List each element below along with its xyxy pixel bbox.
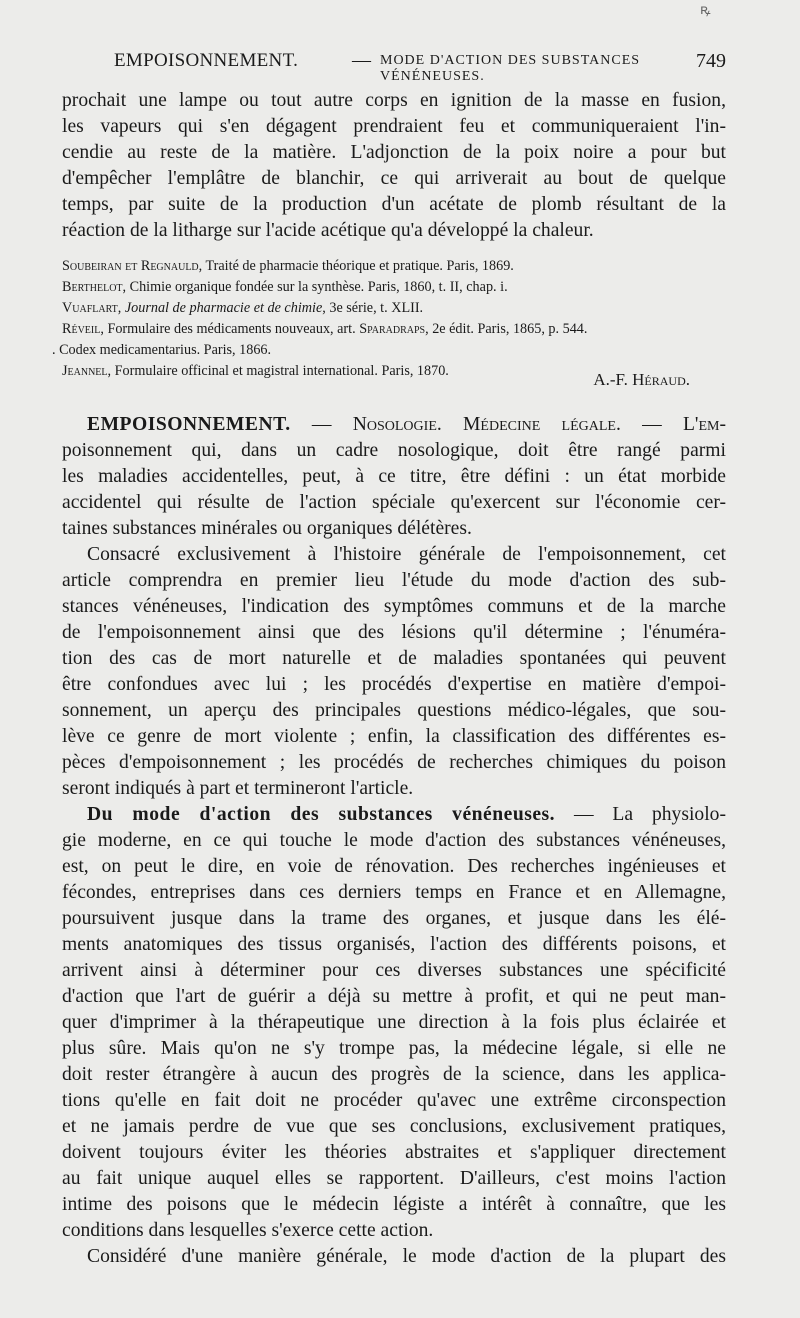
header-section: MODE D'ACTION DES SUBSTANCES VÉNÉNEUSES. (380, 53, 641, 84)
text-line: Considéré d'une manière générale, le mode d'action de la plupart des (87, 1246, 726, 1267)
author-signature: A.-F. Héraud. (593, 370, 690, 389)
text-line: les maladies accidentelles, peut, à ce titre, être défini : un état morbide (62, 466, 726, 487)
text-line: taines substances minérales ou organiques délétères. (62, 518, 472, 539)
text-line: doit rester étrangère à aucun des progrès de la science, dans les applica- (62, 1064, 726, 1085)
text-line: Consacré exclusivement à l'histoire générale de l'empoisonnement, cet (87, 544, 726, 565)
reference-author: Berthelot (62, 279, 123, 295)
stray-ink-mark: ꝶ (700, 3, 711, 18)
header-dash: — (352, 50, 371, 71)
text-line: ments anatomiques des tissus organisés, l'action des différents poisons, et (62, 934, 726, 955)
text-line: les vapeurs qui s'en dégagent prendraient feu et communiqueraient l'in- (62, 116, 726, 137)
text-line: sonnement, un aperçu des principales questions médico-légales, que sou- (62, 700, 726, 721)
subsection-title: Du mode d'action des substances vénéneuses. (87, 804, 556, 825)
reference-author: Vuaflart (62, 300, 118, 316)
text-line: réaction de la litharge sur l'acide acétique qu'a développé la chaleur. (62, 220, 594, 241)
text-line: arrivent ainsi à déterminer pour ces diverses substances une spécificité (62, 960, 726, 981)
text-line: seront indiqués à part et termineront l'article. (62, 778, 414, 799)
reference-author: Jeannel (62, 363, 108, 379)
reference-entry: Soubeiran et Regnauld, Traité de pharmacie théorique et pratique. Paris, 1869. (62, 258, 514, 274)
text-line: prochait une lampe ou tout autre corps en ignition de la masse en fusion, (62, 90, 726, 111)
article-heading-line: EMPOISONNEMENT. — Nosologie. Médecine légale. — L'em- (87, 414, 726, 435)
text-line: intime des poisons que le médecin légiste a intérêt à connaître, que les (62, 1194, 726, 1215)
reference-entry: Berthelot, Chimie organique fondée sur la synthèse. Paris, 1860, t. II, chap. i. (62, 279, 508, 295)
running-header (62, 50, 726, 84)
text-line: stances vénéneuses, l'indication des symptômes communs et de la marche (62, 596, 726, 617)
text-line: pèces d'empoisonnement ; les procédés de recherches chimiques du poison (62, 752, 726, 773)
text-line: tion des cas de mort naturelle et de maladies spontanées qui peuvent (62, 648, 726, 669)
text-line: cendie au reste de la matière. L'adjonction de la poix noire a pour but (62, 142, 726, 163)
text-line: de l'empoisonnement ainsi que des lésions qu'il détermine ; l'énuméra- (62, 622, 726, 643)
page-number: 749 (696, 50, 726, 72)
text-line: plus sûre. Mais qu'on ne s'y trompe pas, la médecine légale, si elle ne (62, 1038, 726, 1059)
text-line: gie moderne, en ce qui touche le mode d'action des substances vénéneuses, (62, 830, 726, 851)
text-line: lève ce genre de mort violente ; enfin, la classification des différentes es- (62, 726, 726, 747)
text-line: au fait unique auquel elles se rapportent. D'ailleurs, c'est moins l'action (62, 1168, 726, 1189)
reference-entry: . Codex medicamentarius. Paris, 1866. (52, 342, 272, 358)
text-line: accidentel qui résulte de l'action spéciale qu'exercent sur l'économie cer- (62, 492, 726, 513)
text-line: quer d'imprimer à la thérapeutique une direction à la fois plus éclairée et (62, 1012, 726, 1033)
subsection-heading-line: Du mode d'action des substances vénéneuses. — La physiolo- (87, 804, 726, 825)
article-title: EMPOISONNEMENT. (87, 414, 291, 435)
text-line: fécondes, entreprises dans ces derniers temps en France et en Allemagne, (62, 882, 726, 903)
text-line: est, on peut le dire, en voie de rénovation. Des recherches ingénieuses et (62, 856, 726, 877)
text-line: et ne jamais perdre de vue que ses conclusions, exclusivement pratiques, (62, 1116, 726, 1137)
text-line: poursuivent jusque dans la trame des organes, et jusque dans les élé- (62, 908, 726, 929)
reference-title: Journal de pharmacie et de chimie (124, 300, 323, 316)
text-line: conditions dans lesquelles s'exerce cette action. (62, 1220, 434, 1241)
text-line: article comprendra en premier lieu l'étude du mode d'action des sub- (62, 570, 726, 591)
text-line: être confondues avec lui ; les procédés d'expertise en matière d'empoi- (62, 674, 726, 695)
text-line: d'empêcher l'emplâtre de blanchir, ce qui arriverait au bout de quelque (62, 168, 726, 189)
reference-entry: Réveil, Formulaire des médicaments nouveaux, art. Sparadraps, 2e édit. Paris, 1865, p. 544. (62, 321, 588, 337)
reference-author: Réveil (62, 321, 101, 337)
text-line: poisonnement qui, dans un cadre nosologique, doit être rangé parmi (62, 440, 726, 461)
reference-entry: Vuaflart, Journal de pharmacie et de chimie, 3e série, t. XLII. (62, 300, 424, 316)
text-line: doivent toujours éviter les théories abstraites et s'appliquer directement (62, 1142, 726, 1163)
reference-keyword: Sparadraps (359, 321, 426, 337)
text-line: d'action que l'art de guérir a déjà su mettre à profit, et qui ne peut man- (62, 986, 726, 1007)
header-chapter: EMPOISONNEMENT. (114, 50, 299, 71)
text-line: tions qu'elle en fait doit ne procéder qu'avec une extrême circonspection (62, 1090, 726, 1111)
reference-entry: Jeannel, Formulaire officinal et magistral international. Paris, 1870. (62, 363, 449, 379)
text-line: temps, par suite de la production d'un acétate de plomb résultant de la (62, 194, 726, 215)
reference-author: Soubeiran et Regnauld (62, 258, 199, 274)
